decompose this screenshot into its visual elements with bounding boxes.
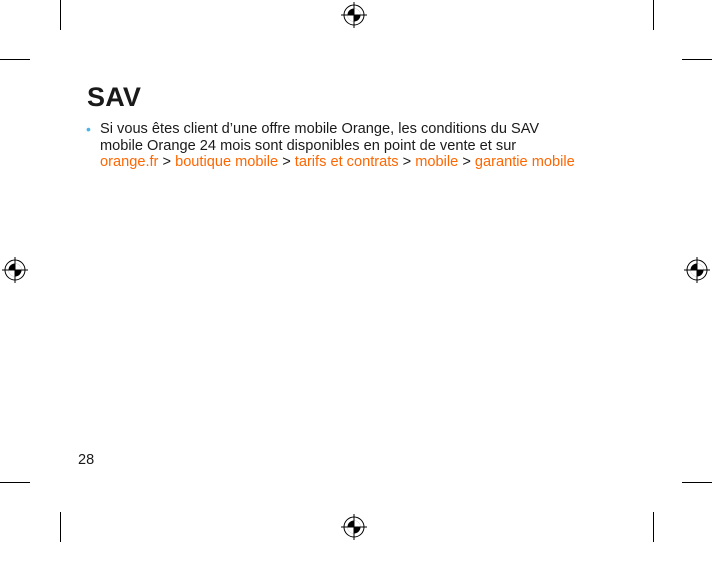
registration-mark-icon xyxy=(341,2,367,28)
link-mobile[interactable]: mobile xyxy=(415,154,459,171)
registration-mark-icon xyxy=(684,257,710,283)
breadcrumb-separator: > xyxy=(162,154,172,171)
breadcrumb-separator: > xyxy=(282,154,291,171)
registration-mark-icon xyxy=(2,257,28,283)
page-number: 28 xyxy=(78,452,95,468)
crop-mark-left-top xyxy=(0,59,30,60)
bullet-text-line-1: Si vous êtes client d’une offre mobile Orange, les conditions du SAV xyxy=(100,121,540,137)
link-garantie-mobile[interactable]: garantie mobile xyxy=(474,154,575,171)
registration-mark-icon xyxy=(341,514,367,540)
crop-mark-top-right xyxy=(653,0,654,30)
crop-mark-bottom-right xyxy=(653,512,654,542)
list-item xyxy=(84,121,664,171)
link-tarifs-et-contrats[interactable]: tarifs et contrats xyxy=(294,154,399,171)
crop-mark-top-left xyxy=(60,0,61,30)
breadcrumb xyxy=(100,154,664,171)
breadcrumb-separator: > xyxy=(402,154,412,171)
link-orange-fr[interactable]: orange.fr xyxy=(100,154,159,171)
crop-mark-bottom-left xyxy=(60,512,61,542)
crop-mark-left-bottom xyxy=(0,482,30,483)
section-title: SAV xyxy=(87,82,142,112)
bullet-text-line-2: mobile Orange 24 mois sont disponibles en point de vente et sur xyxy=(100,137,517,154)
bullet-list xyxy=(84,121,664,171)
breadcrumb-separator: > xyxy=(462,154,471,171)
crop-mark-right-top xyxy=(682,59,712,60)
crop-mark-right-bottom xyxy=(682,482,712,483)
bullet-icon: • xyxy=(86,121,91,137)
link-boutique-mobile[interactable]: boutique mobile xyxy=(175,154,279,171)
